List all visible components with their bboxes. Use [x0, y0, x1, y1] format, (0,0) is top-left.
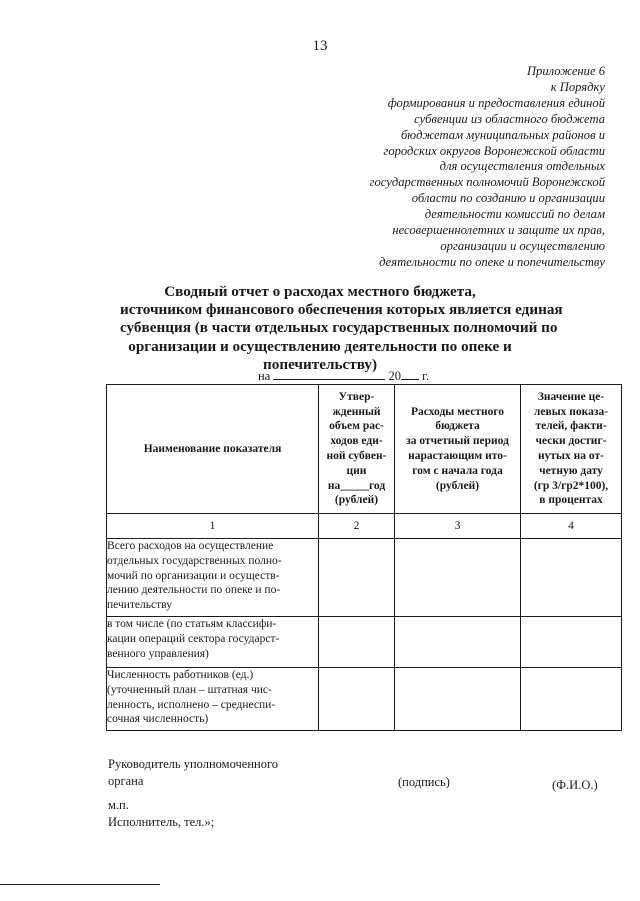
header-indicator-name: Наименование показателя [107, 385, 319, 514]
appendix-line: субвенции из областного бюджета [414, 111, 605, 126]
footer-executor: Исполнитель, тел.»; [108, 815, 215, 829]
table-cell [521, 539, 622, 617]
table-row [107, 539, 622, 617]
page-number: 13 [312, 38, 328, 54]
appendix-line: для осуществления отдельных [439, 159, 605, 174]
appendix-block [325, 64, 605, 271]
footer-head-organ: органа [108, 774, 144, 788]
table-row [107, 668, 622, 731]
table-cell [395, 617, 521, 668]
title-line: Сводный отчет о расходах местного бюджета, [164, 283, 476, 300]
table-header-row [107, 385, 622, 514]
report-table [106, 384, 622, 731]
title-line: субвенция (в части отдельных государственных полномочий по [120, 319, 558, 337]
appendix-line: деятельности комиссий по делам [424, 207, 605, 222]
column-number: 1 [107, 514, 319, 539]
appendix-line: организации и осуществлению [440, 238, 605, 253]
table-cell [395, 668, 521, 731]
header-local-expenses: Расходы местного бюджета за отчетный период нарастающим ито- гом с начала года (рублей) [395, 385, 521, 514]
footer-stamp: м.п. [108, 798, 129, 812]
row-label-by-articles: в том числе (по статьям классифи- кации операций сектора государст- венного управления) [107, 617, 319, 668]
footer-fio-label: (Ф.И.О.) [552, 778, 598, 792]
row-label-total-expenses: Всего расходов на осуществление отдельных государственных полно- мочий по организации и осуществ- лению деятельности по опеке и по- печительству [107, 539, 319, 617]
title-line: источником финансового обеспечения которых является единая [120, 301, 563, 319]
appendix-line: несовершеннолетних и защите их прав, [392, 223, 605, 238]
column-number-row [107, 514, 622, 539]
appendix-line: к Порядку [550, 79, 605, 94]
row-label-headcount: Численность работников (ед.) (уточненный план – штатная чис- ленность, исполнено – среднеспи- сочная численность) [107, 668, 319, 731]
header-approved-amount: Утвер- жденный объем рас- ходов еди- ной субвен- ции на_____год (рублей) [319, 385, 395, 514]
column-number: 3 [395, 514, 521, 539]
table-cell [319, 668, 395, 731]
document-title [120, 283, 563, 374]
appendix-line: области по созданию и организации [411, 191, 605, 206]
appendix-line: деятельности по опеке и попечительству [379, 254, 605, 269]
appendix-line: государственных полномочий Воронежской [369, 175, 605, 190]
bottom-divider [0, 884, 160, 885]
column-number: 2 [319, 514, 395, 539]
date-blank [273, 368, 385, 380]
title-line: организации и осуществлению деятельности по опеке и [128, 337, 512, 355]
title-line: попечительству) [262, 355, 378, 373]
appendix-line: городских округов Воронежской области [383, 143, 605, 158]
header-target-values: Значение це- левых показа- телей, факти- чески достиг- нутых на от- четную дату (гр 3/гр2*100), в процентах [521, 385, 622, 514]
table-row [107, 617, 622, 668]
year-blank [401, 368, 419, 380]
footer-head-title: Руководитель уполномоченного [108, 757, 279, 771]
date-prefix: на [258, 369, 271, 383]
table-cell [521, 617, 622, 668]
appendix-line: бюджетам муниципальных районов и [400, 127, 605, 142]
appendix-line: Приложение 6 [526, 64, 605, 78]
appendix-line: формирования и предоставления единой [387, 95, 605, 110]
table-cell [521, 668, 622, 731]
column-number: 4 [521, 514, 622, 539]
table-cell [395, 539, 521, 617]
table-cell [319, 617, 395, 668]
footer-signature-label: (подпись) [398, 775, 450, 789]
year-suffix: г. [422, 369, 429, 383]
table-cell [319, 539, 395, 617]
report-date-line [258, 368, 429, 384]
year-prefix: 20 [388, 369, 401, 383]
